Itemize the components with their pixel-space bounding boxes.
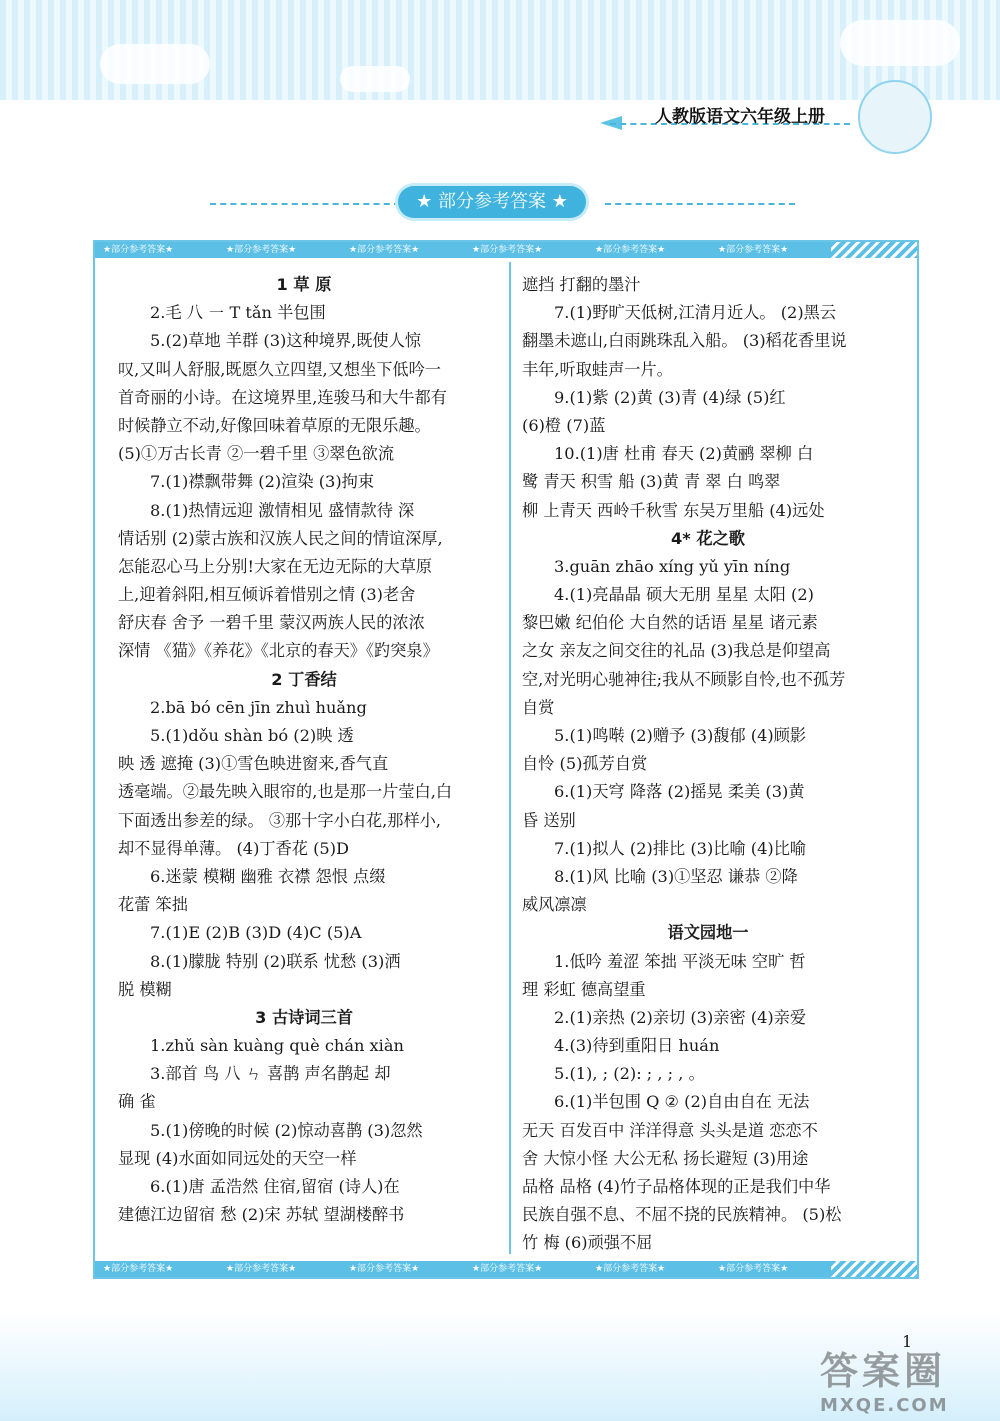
answer-line: 4.(3)待到重阳日 huán (554, 1036, 720, 1056)
answer-line: 10.(1)唐 杜甫 春天 (2)黄鹂 翠柳 白 (554, 444, 814, 464)
section-banner: ★ 部分参考答案 ★ (398, 186, 586, 218)
answer-line: 确 雀 (118, 1092, 156, 1112)
strip-label: ★部分参考答案★ (718, 1264, 789, 1274)
answer-line: 6.(1)天穹 降落 (2)摇晃 柔美 (3)黄 (554, 782, 805, 802)
answer-line: 空,对光明心驰神往;我从不顾影自怜,也不孤芳 (522, 669, 846, 689)
strip-label: ★部分参考答案★ (472, 245, 543, 255)
answer-line: 自怜 (5)孤芳自赏 (522, 754, 648, 774)
answer-line: 怎能忍心马上分别!大家在无边无际的大草原 (118, 556, 433, 576)
answer-line: (6)橙 (7)蓝 (522, 415, 606, 435)
left-answer-column (118, 271, 490, 1229)
strip-label: ★部分参考答案★ (718, 245, 789, 255)
answer-line: 7.(1)野旷天低树,江清月近人。 (2)黑云 (554, 303, 837, 323)
answer-line: 丰年,听取蛙声一片。 (522, 359, 673, 379)
answer-line: 鹭 青天 积雪 船 (3)黄 青 翠 白 鸣翠 (522, 472, 781, 492)
answer-line: 3.guān zhāo xíng yǔ yīn níng (554, 556, 791, 576)
answer-line: 8.(1)热情远迎 激情相见 盛情款待 深 (150, 500, 415, 520)
watermark-logo (820, 1340, 980, 1416)
cloud-shape (340, 66, 410, 92)
section-heading: 2 丁香结 (271, 669, 337, 689)
answer-line: 8.(1)风 比喻 (3)①坚忍 谦恭 ②降 (554, 866, 798, 886)
answer-line: 叹,又叫人舒服,既愿久立四望,又想坐下低吟一 (118, 359, 441, 379)
answer-line: 5.(1), ; (2): ; , ; , 。 (554, 1064, 705, 1084)
answer-line: 5.(1)傍晚的时候 (2)惊动喜鹊 (3)忽然 (150, 1120, 423, 1140)
answer-line: 6.(1)唐 孟浩然 住宿,留宿 (诗人)在 (150, 1177, 400, 1196)
top-label-strip (95, 242, 917, 258)
section-heading: 3 古诗词三首 (255, 1007, 353, 1027)
section-heading: 4* 花之歌 (671, 528, 745, 548)
cloud-shape (100, 44, 210, 84)
answer-line: 民族自强不息、不屈不挠的民族精神。 (5)松 (522, 1205, 842, 1225)
answer-line: 舍 大惊小怪 大公无私 扬长避短 (3)用途 (522, 1148, 809, 1168)
answer-line: 无天 百发百中 洋洋得意 头头是道 恋恋不 (522, 1120, 818, 1140)
strip-label: ★部分参考答案★ (103, 245, 174, 255)
page-number: 1 (902, 1332, 913, 1351)
answer-line: 5.(2)草地 羊群 (3)这种境界,既使人惊 (150, 331, 421, 351)
answer-line: 遮挡 打翻的墨汁 (522, 275, 641, 294)
cloud-shape (840, 20, 960, 66)
strip-label: ★部分参考答案★ (226, 245, 297, 255)
answer-line: 脱 模糊 (118, 979, 172, 999)
answer-line: 上,迎着斜阳,相互倾诉着惜别之情 (3)老舍 (118, 585, 416, 605)
section-heading: 语文园地一 (667, 923, 749, 943)
watermark-text: 答案圈 (820, 1349, 947, 1393)
answer-line: 之女 亲友之间交往的礼品 (3)我总是仰望高 (522, 641, 831, 661)
answer-line: 显现 (4)水面如同远处的天空一样 (118, 1148, 357, 1168)
answer-line: 品格 品格 (4)竹子品格体现的正是我们中华 (522, 1177, 831, 1196)
answer-line: 首奇丽的小诗。在这境界里,连骏马和大牛都有 (118, 387, 447, 407)
answer-line: 6.迷蒙 模糊 幽雅 衣襟 怨恨 点缀 (150, 866, 386, 886)
series-title: 人教版语文六年级上册 (655, 107, 825, 127)
answer-line: 理 彩虹 德高望重 (522, 979, 646, 999)
answer-line: 透毫端。②最先映入眼帘的,也是那一片莹白,白 (118, 782, 453, 802)
top-decorative-band (0, 0, 1000, 100)
answer-line: 竹 梅 (6)顽强不屈 (522, 1233, 653, 1253)
strip-label: ★部分参考答案★ (349, 1264, 420, 1274)
answer-line: 9.(1)紫 (2)黄 (3)青 (4)绿 (5)红 (554, 387, 786, 407)
watermark-url: MXQE.COM (820, 1395, 949, 1416)
strip-label: ★部分参考答案★ (103, 1264, 174, 1274)
answer-line: 2.bā bó cēn jīn zhuì huǎng (150, 697, 367, 717)
answer-line: 翻墨未遮山,白雨跳珠乱入船。 (3)稻花香里说 (522, 331, 847, 351)
answer-line: 威风凛凛 (522, 895, 587, 915)
answer-line: 5.(1)dǒu shàn bó (2)映 透 (150, 726, 354, 745)
answer-line: 7.(1)E (2)B (3)D (4)C (5)A (150, 923, 362, 943)
banner-dash-right (605, 203, 795, 205)
banner-dash-left (210, 203, 400, 205)
answer-line: 下面透出参差的绿。 ③那十字小白花,那样小, (118, 810, 441, 830)
strip-label: ★部分参考答案★ (349, 245, 420, 255)
answer-line: 深情 《猫》《养花》《北京的春天》《趵突泉》 (118, 641, 439, 661)
answer-line: 昏 送别 (522, 810, 576, 830)
answer-line: 1.低吟 羞涩 笨拙 平淡无味 空旷 哲 (554, 951, 806, 971)
stripe-decoration (831, 1261, 917, 1277)
answer-line: 自赏 (522, 697, 555, 717)
answer-line: 建德江边留宿 愁 (2)宋 苏轼 望湖楼醉书 (118, 1205, 405, 1225)
stripe-decoration (831, 242, 917, 258)
strip-label: ★部分参考答案★ (595, 245, 666, 255)
answer-line: 柳 上青天 西岭千秋雪 东吴万里船 (4)远处 (522, 500, 825, 520)
answer-line: 8.(1)朦胧 特别 (2)联系 忧愁 (3)洒 (150, 951, 401, 971)
answer-line: 7.(1)拟人 (2)排比 (3)比喻 (4)比喻 (554, 838, 807, 858)
strip-label: ★部分参考答案★ (472, 1264, 543, 1274)
column-divider (509, 262, 511, 1254)
answer-line: 舒庆春 舍予 一碧千里 蒙汉两族人民的浓浓 (118, 613, 425, 633)
answer-line: 黎巴嫩 纪伯伦 大自然的话语 星星 诸元素 (522, 613, 818, 633)
answer-line: 映 透 遮掩 (3)①雪色映进窗来,香气直 (118, 754, 389, 774)
section-heading: 1 草 原 (276, 275, 332, 294)
bottom-label-strip (95, 1261, 917, 1277)
answer-line: 情话别 (2)蒙古族和汉族人民之间的情谊深厚, (118, 528, 443, 548)
answer-line: 2.毛 八 ㇐ T tǎn 半包围 (150, 303, 326, 323)
answer-line: 6.(1)半包围 Q ② (2)自由自在 无法 (554, 1092, 810, 1112)
answer-line: 3.部首 鸟 八 ㄣ 喜鹊 声名鹊起 却 (150, 1064, 391, 1084)
answer-line: 4.(1)亮晶晶 硕大无朋 星星 太阳 (2) (554, 585, 814, 605)
strip-label: ★部分参考答案★ (226, 1264, 297, 1274)
answer-line: 1.zhǔ sàn kuàng què chán xiàn (150, 1036, 404, 1056)
answer-line: 5.(1)鸣啭 (2)赠予 (3)馥郁 (4)顾影 (554, 726, 807, 745)
strip-label: ★部分参考答案★ (595, 1264, 666, 1274)
answer-line: 7.(1)襟飘带舞 (2)渲染 (3)拘束 (150, 472, 375, 492)
answer-line: 时候静立不动,好像回味着草原的无限乐趣。 (118, 415, 431, 435)
right-answer-column (522, 271, 894, 1258)
answer-line: 花蕾 笨拙 (118, 895, 188, 915)
mascot-illustration (858, 80, 932, 154)
answer-line: 却不显得单薄。 (4)丁香花 (5)D (118, 838, 350, 858)
answer-line: (5)①万古长青 ②一碧千里 ③翠色欲流 (118, 444, 395, 464)
answer-line: 2.(1)亲热 (2)亲切 (3)亲密 (4)亲爱 (554, 1007, 807, 1027)
